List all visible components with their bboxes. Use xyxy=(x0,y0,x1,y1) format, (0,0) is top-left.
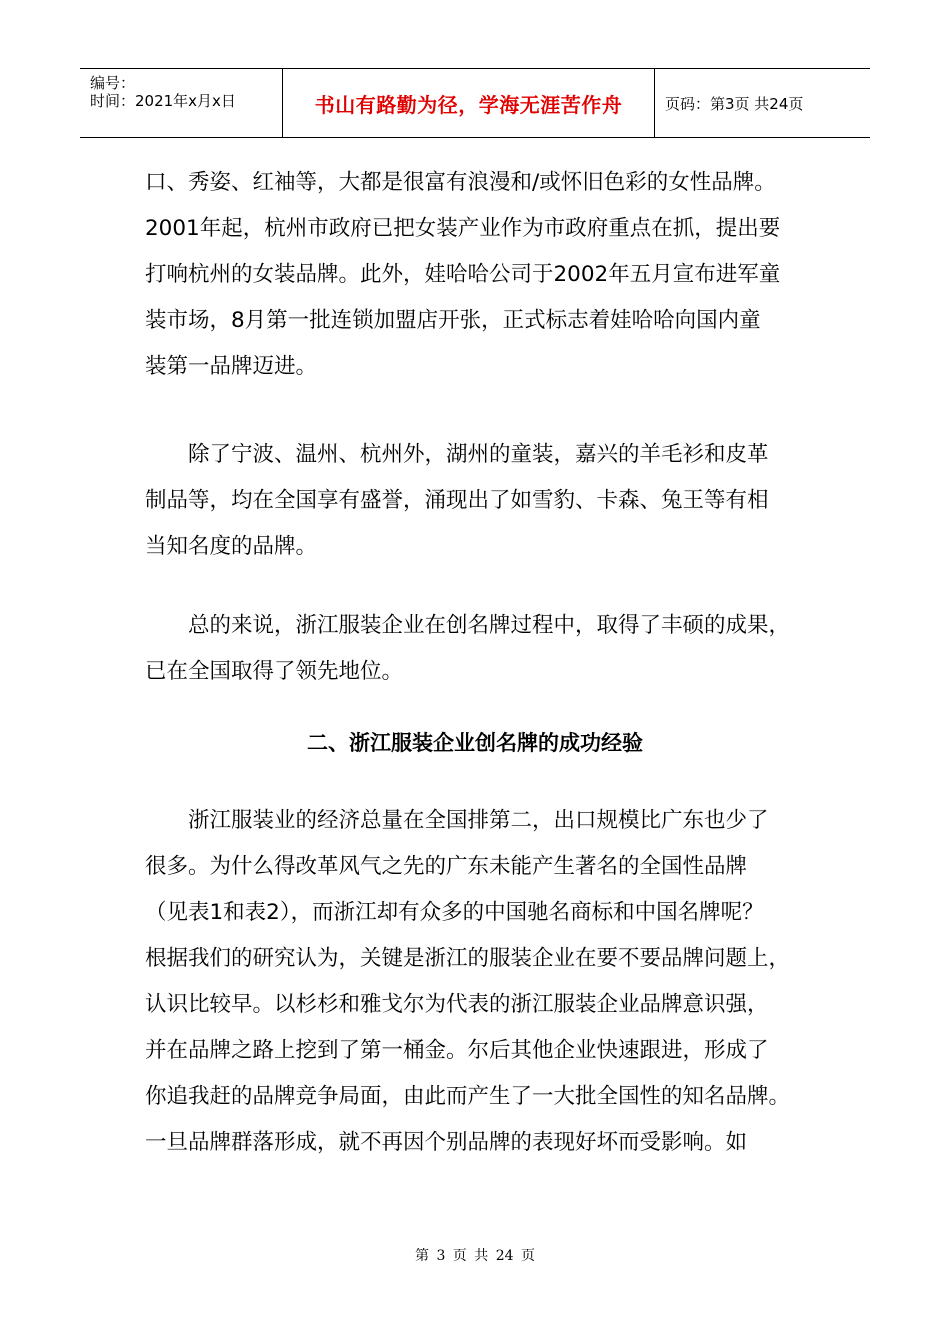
text-line: 很多。为什么得改革风气之先的广东未能产生著名的全国性品牌 xyxy=(145,854,748,879)
section-heading: 二、浙江服装企业创名牌的成功经验 xyxy=(307,731,643,755)
header-meta-cell xyxy=(80,69,283,137)
page-footer: 第 3 页 共 24 页 xyxy=(415,1248,535,1264)
document-date-label: 时间：2021年x月x日 xyxy=(90,92,236,110)
text-line: 根据我们的研究认为，关键是浙江的服装企业在要不要品牌问题上， xyxy=(145,946,791,971)
paragraph-success-experience xyxy=(145,798,815,1166)
page-header xyxy=(80,68,870,138)
text-line: 已在全国取得了领先地位。 xyxy=(145,659,404,684)
text-line: 你追我赶的品牌竞争局面，由此而产生了一大批全国性的知名品牌。 xyxy=(145,1084,791,1109)
text-line: 一旦品牌群落形成，就不再因个别品牌的表现好坏而受影响。如 xyxy=(145,1130,748,1155)
text-line: 认识比较早。以杉杉和雅戈尔为代表的浙江服装企业品牌意识强， xyxy=(145,992,769,1017)
text-line: 总的来说，浙江服装企业在创名牌过程中，取得了丰硕的成果， xyxy=(145,613,791,638)
text-line: （见表1和表2），而浙江却有众多的中国驰名商标和中国名牌呢？ xyxy=(145,900,764,925)
document-number-label: 编号： xyxy=(90,74,136,92)
text-line: 口、秀姿、红袖等，大都是很富有浪漫和/或怀旧色彩的女性品牌。 xyxy=(145,170,776,195)
text-line: 装第一品牌迈进。 xyxy=(145,354,318,379)
text-line: 除了宁波、温州、杭州外，湖州的童装，嘉兴的羊毛衫和皮革 xyxy=(145,442,769,467)
text-line: 打响杭州的女装品牌。此外，娃哈哈公司于2002年五月宣布进军童 xyxy=(145,262,781,287)
paragraph-summary xyxy=(145,603,815,695)
text-line: 当知名度的品牌。 xyxy=(145,534,318,559)
text-line: 并在品牌之路上挖到了第一桶金。尔后其他企业快速跟进，形成了 xyxy=(145,1038,769,1063)
paragraph-other-regions xyxy=(145,432,815,570)
text-line: 2001年起，杭州市政府已把女装产业作为市政府重点在抓，提出要 xyxy=(145,216,781,241)
text-line: 装市场，8月第一批连锁加盟店开张，正式标志着娃哈哈向国内童 xyxy=(145,308,761,333)
header-page-info: 页码：第3页 共24页 xyxy=(665,94,804,113)
text-line: 制品等，均在全国享有盛誉，涌现出了如雪豹、卡森、兔王等有相 xyxy=(145,488,769,513)
header-motto: 书山有路勤为径，学海无涯苦作舟 xyxy=(283,69,655,137)
paragraph-womenswear-brands xyxy=(145,160,815,390)
text-line: 浙江服装业的经济总量在全国排第二，出口规模比广东也少了 xyxy=(145,808,769,833)
